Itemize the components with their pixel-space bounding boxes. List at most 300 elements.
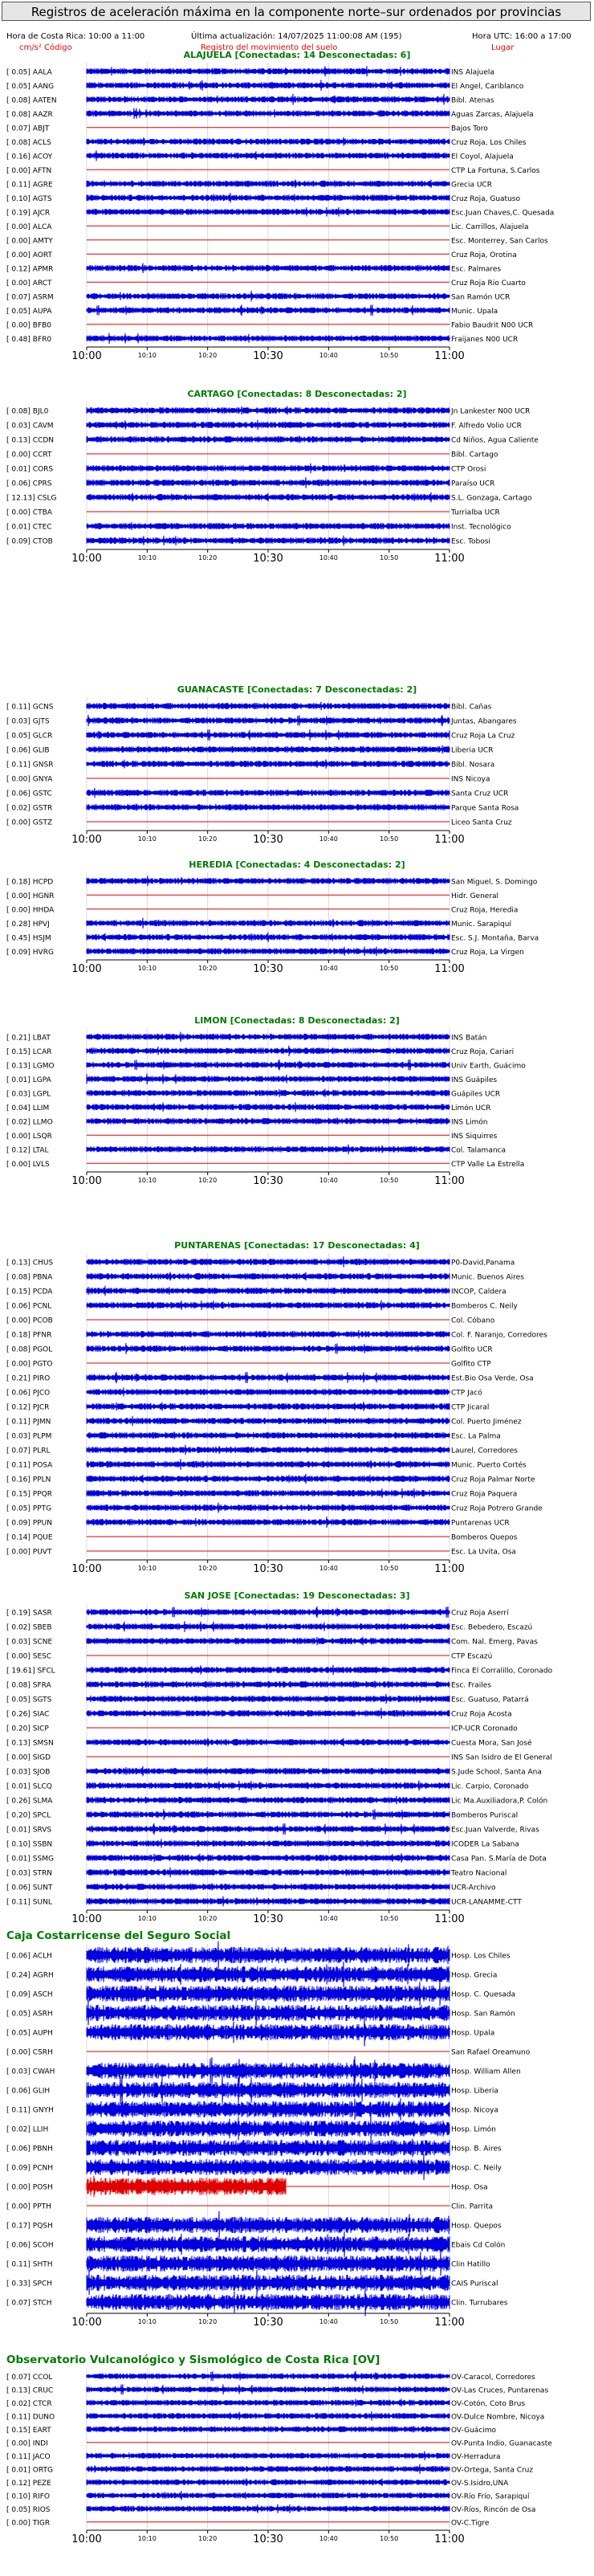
- axis-tick-label: 10:10: [137, 1915, 157, 1922]
- station-place-label: Golfito CTP: [451, 1360, 491, 1369]
- station-place-label: S.L. Gonzaga, Cartago: [451, 494, 532, 503]
- station-place-label: ICODER La Sabana: [451, 1840, 519, 1849]
- station-code-label: [ 0.00] PUVT: [6, 1548, 52, 1557]
- axis-tick-label: 11:00: [434, 553, 465, 565]
- axis-tick-label: 10:30: [253, 1563, 283, 1575]
- station-code-label: [ 19.61] SFCL: [6, 1667, 55, 1676]
- axis-tick-label: 10:00: [71, 1913, 102, 1925]
- station-place-label: UCR-Archivo: [451, 1884, 496, 1892]
- station-code-label: [ 0.07] ASRM: [6, 293, 54, 302]
- station-code-label: [ 0.05] GLCR: [6, 732, 53, 741]
- axis-tick-label: 10:40: [319, 352, 338, 359]
- station-code-label: [ 0.00] POSH: [6, 2183, 53, 2192]
- station-code-label: [ 0.01] ORTG: [6, 2466, 53, 2475]
- station-place-label: Esc. Bebedero, Escazú: [451, 1623, 533, 1632]
- station-place-label: Fraijanes N00 UCR: [451, 335, 519, 344]
- station-code-label: [ 0.06] SCOH: [6, 2241, 54, 2250]
- station-place-label: Bibl. Cartago: [451, 451, 498, 459]
- station-place-label: Hosp. Los Chiles: [451, 1952, 511, 1961]
- axis-tick-label: 10:30: [253, 834, 283, 846]
- station-place-label: Esc.Juan Valverde, Rivas: [451, 1826, 539, 1835]
- station-place-label: OV-Herradura: [451, 2452, 501, 2461]
- station-place-label: ICP-UCR Coronado: [451, 1725, 518, 1733]
- axis-tick-label: 10:10: [137, 554, 157, 561]
- station-trace: [87, 1681, 450, 1688]
- station-code-label: [ 0.01] SRVS: [6, 1826, 52, 1835]
- axis-tick-label: 11:00: [434, 2533, 465, 2545]
- station-code-label: [ 0.09] CTOB: [6, 537, 53, 546]
- station-place-label: Hosp. Upala: [451, 2029, 495, 2038]
- station-place-label: Santa Cruz UCR: [451, 790, 509, 798]
- station-place-label: Munic. Upala: [451, 307, 498, 316]
- station-code-label: [ 0.21] PIRO: [6, 1374, 51, 1383]
- group-5: [6, 1240, 547, 1575]
- section-title: Caja Costarricense del Seguro Social: [6, 1929, 231, 1942]
- axis-tick-label: 10:30: [253, 350, 283, 362]
- station-code-label: [ 0.08] BJL0: [6, 407, 49, 416]
- axis-tick-label: 10:50: [380, 554, 399, 561]
- section-title: Observatorio Vulcanológico y Sismológico de Costa Rica [OV]: [6, 2354, 380, 2366]
- station-code-label: [ 0.03] SCNE: [6, 1638, 53, 1647]
- station-code-label: [ 0.11] GCNS: [6, 703, 54, 712]
- station-code-label: [ 0.06] GLIH: [6, 2087, 51, 2096]
- station-place-label: Liberia UCR: [451, 746, 494, 755]
- station-trace: [87, 1432, 450, 1439]
- axis-tick-label: 10:30: [253, 963, 283, 975]
- station-code-label: [ 0.02] SBEB: [6, 1623, 52, 1632]
- station-place-label: Jn Lankester N00 UCR: [451, 407, 531, 416]
- station-code-label: [ 0.07] CCOL: [6, 2373, 53, 2382]
- station-code-label: [ 0.24] AGRH: [6, 1971, 54, 1980]
- axis-tick-label: 10:20: [198, 1565, 218, 1572]
- page-title: Registros de aceleración máxima en la componente norte–sur ordenados por provincias: [2, 2, 591, 21]
- station-code-label: [ 0.05] AUPH: [6, 2029, 53, 2038]
- station-code-label: [ 0.06] PBNH: [6, 2145, 53, 2153]
- station-code-label: [ 0.09] HVRG: [6, 948, 54, 957]
- station-place-label: Munic. Puerto Cortés: [451, 1461, 527, 1470]
- station-code-label: [ 0.11] POSA: [6, 1461, 53, 1470]
- station-place-label: P0-David,Panama: [451, 1259, 515, 1268]
- axis-tick-label: 10:40: [319, 835, 338, 843]
- station-place-label: Bomberos C. Neily: [451, 1302, 518, 1311]
- station-place-label: INS Guápiles: [451, 1076, 498, 1084]
- station-place-label: Est.Bio Osa Verde, Osa: [451, 1374, 534, 1383]
- axis-tick-label: 11:00: [434, 2317, 465, 2329]
- station-code-label: [ 0.06] CPRS: [6, 480, 52, 488]
- group-6: [6, 1590, 553, 1925]
- axis-tick-label: 10:30: [253, 2317, 283, 2329]
- group-0: [6, 50, 554, 362]
- station-place-label: Col. F. Naranjo, Corredores: [451, 1331, 547, 1340]
- station-code-label: [ 0.45] HSJM: [6, 934, 51, 943]
- group-title: ALAJUELA [Conectadas: 14 Desconectadas: 6]: [183, 50, 411, 60]
- station-code-label: [ 0.13] SMSN: [6, 1739, 54, 1748]
- station-code-label: [ 0.00] BFB0: [6, 321, 52, 330]
- axis-tick-label: 10:30: [253, 1913, 283, 1925]
- axis-tick-label: 11:00: [434, 350, 465, 362]
- station-code-label: [ 0.01] SSMG: [6, 1855, 54, 1864]
- station-place-label: OV-Cotón, Coto Brus: [451, 2399, 526, 2408]
- station-place-label: Esc. Monterrey, San Carlos: [451, 237, 548, 246]
- axis-tick-label: 10:00: [71, 2533, 102, 2545]
- group-4: [6, 1015, 526, 1187]
- station-code-label: [ 0.11] GNYH: [6, 2106, 54, 2115]
- axis-tick-label: 11:00: [434, 963, 465, 975]
- station-place-label: UCR-LANAMME-CTT: [451, 1898, 522, 1907]
- axis-tick-label: 10:30: [253, 553, 283, 565]
- group-title: GUANACASTE [Conectadas: 7 Desconectadas: 2]: [177, 684, 417, 695]
- station-place-label: Cruz Roja, Guatuso: [451, 194, 520, 203]
- station-code-label: [ 0.08] SFRA: [6, 1681, 51, 1690]
- station-code-label: [ 0.13] CRUC: [6, 2386, 54, 2395]
- station-place-label: Cruz Roja La Cruz: [451, 732, 515, 741]
- axis-tick-label: 10:50: [380, 2535, 399, 2542]
- station-code-label: [ 0.00] CTBA: [6, 508, 52, 517]
- station-code-label: [ 0.03] CWAH: [6, 2068, 55, 2076]
- station-place-label: Ebais Cd Colón: [451, 2241, 506, 2250]
- station-code-label: [ 0.11] DUNO: [6, 2413, 55, 2422]
- station-place-label: Lic. Carpio, Coronado: [451, 1782, 529, 1791]
- axis-tick-label: 10:50: [380, 1177, 399, 1184]
- axis-tick-label: 10:40: [319, 2535, 338, 2542]
- axis-tick-label: 10:10: [137, 2318, 157, 2325]
- station-place-label: Hosp. San Ramón: [451, 2010, 515, 2019]
- station-code-label: [ 0.07] STCH: [6, 2299, 52, 2308]
- axis-tick-label: 10:50: [380, 965, 399, 972]
- station-code-label: [ 0.13] CHUS: [6, 1259, 54, 1268]
- station-code-label: [ 0.05] AUPA: [6, 307, 52, 316]
- station-place-label: San Ramón UCR: [451, 293, 511, 302]
- station-place-label: Cruz Roja, La Virgen: [451, 948, 524, 957]
- group-1: [6, 389, 539, 565]
- axis-tick-label: 10:20: [198, 2535, 218, 2542]
- axis-tick-label: 10:10: [137, 965, 157, 972]
- station-place-label: Cruz Roja Acosta: [451, 1710, 512, 1719]
- utc-time-label: Hora UTC: 16:00 a 17:00: [472, 32, 572, 41]
- station-place-label: INS Siquirres: [451, 1132, 498, 1141]
- axis-tick-label: 10:10: [137, 2535, 157, 2542]
- station-place-label: Munic. Buenos Aires: [451, 1273, 524, 1282]
- station-code-label: [ 0.11] SUNL: [6, 1898, 52, 1907]
- station-place-label: Esc. Palmares: [451, 265, 502, 274]
- station-place-label: INCOP, Caldera: [451, 1288, 507, 1296]
- station-code-label: [ 0.20] SICP: [6, 1725, 49, 1733]
- axis-tick-label: 10:20: [198, 1177, 218, 1184]
- station-place-label: Esc. La Palma: [451, 1432, 501, 1441]
- group-8: [6, 2354, 552, 2545]
- station-place-label: El Coyol, Alajuela: [451, 153, 514, 161]
- station-code-label: [ 0.03] PLPM: [6, 1432, 52, 1441]
- station-place-label: CTP Jicaral: [451, 1403, 490, 1412]
- station-code-label: [ 0.00] GSTZ: [6, 819, 53, 827]
- station-code-label: [ 0.11] GNSR: [6, 761, 54, 770]
- station-code-label: [ 0.11] SHTH: [6, 2260, 53, 2269]
- station-place-label: Finca El Corralillo, Coronado: [451, 1667, 553, 1676]
- station-code-label: [ 0.01] CORS: [6, 465, 54, 474]
- axis-tick-label: 10:00: [71, 1563, 102, 1575]
- axis-tick-label: 10:10: [137, 352, 157, 359]
- axis-tick-label: 10:50: [380, 835, 399, 843]
- axis-tick-label: 10:00: [71, 553, 102, 565]
- station-code-label: [ 0.05] AALA: [6, 68, 52, 77]
- station-place-label: CTP Jacó: [451, 1389, 482, 1398]
- station-code-label: [ 0.00] LVLS: [6, 1160, 50, 1169]
- station-place-label: Esc. Frailes: [451, 1681, 492, 1690]
- axis-tick-label: 10:20: [198, 965, 218, 972]
- station-code-label: [ 0.10] RIFO: [6, 2492, 50, 2501]
- station-place-label: Univ Earth, Guácimo: [451, 1062, 526, 1071]
- station-place-label: Col. Cóbano: [451, 1317, 495, 1325]
- station-place-label: OV-Río Frío, Sarapiquí: [451, 2492, 530, 2501]
- station-code-label: [ 0.15] PPQR: [6, 1490, 52, 1499]
- station-code-label: [ 0.11] PJMN: [6, 1418, 51, 1427]
- station-code-label: [ 0.12] PJCR: [6, 1403, 50, 1412]
- station-place-label: OV-Punta Indio, Guanacaste: [451, 2439, 552, 2448]
- station-place-label: CAIS Puriscal: [451, 2280, 498, 2288]
- station-place-label: OV-S.Isidro,UNA: [451, 2479, 509, 2488]
- station-code-label: [ 0.28] HPVJ: [6, 920, 50, 929]
- station-code-label: [ 0.00] AFTN: [6, 166, 52, 175]
- axis-tick-label: 10:30: [253, 2533, 283, 2545]
- axis-tick-label: 11:00: [434, 834, 465, 846]
- station-place-label: Col. Talamanca: [451, 1146, 507, 1155]
- station-place-label: INS Alajuela: [451, 68, 494, 77]
- station-code-label: [ 0.07] ABJT: [6, 125, 50, 133]
- station-code-label: [ 0.00] CSRH: [6, 2048, 53, 2057]
- station-place-label: OV-Guácimo: [451, 2426, 497, 2435]
- station-code-label: [ 0.48] BFR0: [6, 335, 52, 344]
- station-code-label: [ 0.05] AANG: [6, 82, 55, 91]
- station-place-label: CTP Valle La Estrella: [451, 1160, 525, 1169]
- station-place-label: Com. Nal. Emerg, Pavas: [451, 1638, 538, 1647]
- station-code-label: [ 0.03] GJTS: [6, 717, 50, 726]
- station-place-label: Guápiles UCR: [451, 1090, 501, 1099]
- station-code-label: [ 0.05] SGTS: [6, 1696, 52, 1704]
- station-code-label: [ 0.15] LCAR: [6, 1047, 52, 1056]
- station-code-label: [ 0.16] ACOY: [6, 153, 53, 161]
- station-place-label: Bibl. Cañas: [451, 703, 492, 712]
- station-code-label: [ 0.02] LLMO: [6, 1118, 53, 1127]
- station-place-label: Cuesta Mora, San José: [451, 1739, 532, 1748]
- station-trace: [87, 492, 450, 503]
- station-code-label: [ 0.01] CTEC: [6, 523, 52, 532]
- station-place-label: INS San Isidro de El General: [451, 1753, 552, 1762]
- station-code-label: [ 0.05] PPTG: [6, 1504, 52, 1513]
- station-code-label: [ 0.09] ASCH: [6, 1990, 53, 1999]
- axis-tick-label: 10:20: [198, 835, 218, 843]
- station-code-label: [ 0.15] EART: [6, 2426, 51, 2435]
- station-code-label: [ 0.00] SESC: [6, 1652, 52, 1661]
- station-place-label: Hosp. Limón: [451, 2125, 496, 2134]
- station-code-label: [ 0.08] PBNA: [6, 1273, 53, 1282]
- station-place-label: INS Nicoya: [451, 775, 490, 784]
- axis-tick-label: 10:00: [71, 350, 102, 362]
- axis-tick-label: 10:30: [253, 1175, 283, 1187]
- station-code-label: [ 0.00] AMTY: [6, 237, 53, 246]
- axis-tick-label: 10:50: [380, 1565, 399, 1572]
- station-code-label: [ 0.00] CCRT: [6, 451, 52, 459]
- station-code-label: [ 0.04] LLIM: [6, 1104, 50, 1112]
- unit-code-header: cm/s² Código: [19, 43, 72, 52]
- station-code-label: [ 0.13] LGMO: [6, 1062, 55, 1071]
- axis-tick-label: 10:50: [380, 352, 399, 359]
- station-code-label: [ 0.00] GNYA: [6, 775, 53, 784]
- group-2: [6, 684, 519, 846]
- station-code-label: [ 0.00] HHDA: [6, 906, 55, 915]
- station-place-label: Hosp. William Allen: [451, 2068, 521, 2076]
- station-code-label: [ 0.17] PQSH: [6, 2222, 53, 2231]
- station-code-label: [ 0.02] LLIH: [6, 2125, 49, 2134]
- station-code-label: [ 0.03] CAVM: [6, 422, 54, 431]
- station-place-label: Cruz Roja Potrero Grande: [451, 1504, 543, 1513]
- station-code-label: [ 0.11] JACO: [6, 2452, 51, 2461]
- station-code-label: [ 0.00] ALCA: [6, 222, 52, 231]
- station-code-label: [ 0.00] SIGD: [6, 1753, 51, 1762]
- station-place-label: OV-Dulce Nombre, Nicoya: [451, 2413, 545, 2422]
- station-code-label: [ 0.06] GLIB: [6, 746, 50, 755]
- station-code-label: [ 0.00] INDI: [6, 2439, 48, 2448]
- station-trace: [87, 1117, 450, 1125]
- group-7: [6, 1929, 531, 2329]
- station-place-label: Hosp. Liberia: [451, 2087, 498, 2096]
- last-update-label: Última actualización: 14/07/2025 11:00:08 AM (195): [191, 32, 402, 41]
- station-place-label: OV-Caracol, Corredores: [451, 2373, 535, 2382]
- axis-tick-label: 10:00: [71, 834, 102, 846]
- station-code-label: [ 0.00] HGNR: [6, 892, 55, 900]
- axis-tick-label: 10:20: [198, 1915, 218, 1922]
- station-code-label: [ 0.08] ACLS: [6, 138, 51, 147]
- station-place-label: Esc.Juan Chaves,C. Quesada: [451, 209, 555, 218]
- station-code-label: [ 0.33] SPCH: [6, 2280, 52, 2288]
- axis-tick-label: 10:40: [319, 2318, 338, 2325]
- group-title: HEREDIA [Conectadas: 4 Desconectadas: 2]: [189, 859, 405, 870]
- station-place-label: S.Jude School, Santa Ana: [451, 1768, 542, 1777]
- station-code-label: [ 0.00] PPTH: [6, 2202, 51, 2211]
- station-place-label: Hosp. C. Quesada: [451, 1990, 516, 1999]
- station-code-label: [ 0.01] LGPA: [6, 1076, 51, 1084]
- station-code-label: [ 0.00] AORT: [6, 251, 52, 259]
- station-place-label: F. Alfredo Volio UCR: [451, 422, 522, 431]
- station-place-label: Esc. Tobosi: [451, 537, 490, 546]
- axis-tick-label: 10:50: [380, 2318, 399, 2325]
- axis-tick-label: 10:40: [319, 965, 338, 972]
- station-place-label: Hosp. B. Aires: [451, 2145, 502, 2153]
- station-place-label: Hosp. Grecia: [451, 1971, 498, 1980]
- station-code-label: [ 0.03] STRN: [6, 1869, 52, 1878]
- station-place-label: Casa Pan. S.María de Dota: [451, 1855, 547, 1864]
- station-code-label: [ 0.08] PGOL: [6, 1345, 53, 1354]
- station-place-label: Fabio Baudrit N00 UCR: [451, 321, 534, 330]
- axis-tick-label: 10:20: [198, 2318, 218, 2325]
- station-code-label: [ 0.26] SIAC: [6, 1710, 50, 1719]
- station-code-label: [ 0.21] LBAT: [6, 1034, 51, 1043]
- station-code-label: [ 0.06] SUNT: [6, 1884, 53, 1892]
- station-place-label: OV-Las Cruces, Puntarenas: [451, 2386, 549, 2395]
- station-code-label: [ 12.13] CSLG: [6, 494, 57, 503]
- station-code-label: [ 0.00] ARCT: [6, 279, 52, 288]
- station-place-label: Parque Santa Rosa: [451, 804, 519, 813]
- station-code-label: [ 0.12] LTAL: [6, 1146, 49, 1155]
- station-place-label: Cruz Roja Rio Cuarto: [451, 279, 526, 288]
- axis-tick-label: 10:10: [137, 1565, 157, 1572]
- station-place-label: Bibl. Atenas: [451, 96, 494, 105]
- station-place-label: INS Limón: [451, 1118, 488, 1127]
- group-3: [6, 859, 539, 975]
- station-place-label: Cruz Roja, Los Chiles: [451, 138, 527, 147]
- axis-tick-label: 10:00: [71, 963, 102, 975]
- axis-tick-label: 10:40: [319, 554, 338, 561]
- station-code-label: [ 0.00] PCOB: [6, 1317, 53, 1325]
- station-place-label: Cruz Roja Aserrí: [451, 1609, 509, 1618]
- station-place-label: Cruz Roja, Heredia: [451, 906, 519, 915]
- station-code-label: [ 0.06] PJCO: [6, 1389, 51, 1398]
- station-code-label: [ 0.00] PGTO: [6, 1360, 53, 1369]
- station-code-label: [ 0.05] ASRH: [6, 2010, 53, 2019]
- station-place-label: Bajos Toro: [451, 125, 488, 133]
- station-place-label: Cruz Roja, Cariari: [451, 1047, 515, 1056]
- axis-tick-label: 10:50: [380, 1915, 399, 1922]
- station-place-label: Grecia UCR: [451, 181, 492, 190]
- station-place-label: San Miguel, S. Domingo: [451, 878, 538, 887]
- station-place-label: Clin. Turrubares: [451, 2299, 508, 2308]
- station-code-label: [ 0.06] PCNL: [6, 1302, 52, 1311]
- station-code-label: [ 0.11] AGRE: [6, 181, 53, 190]
- station-code-label: [ 0.09] PCNH: [6, 2164, 53, 2173]
- axis-tick-label: 11:00: [434, 1563, 465, 1575]
- station-place-label: Col. Puerto Jiménez: [451, 1418, 522, 1427]
- station-place-label: INS Batán: [451, 1034, 487, 1043]
- axis-tick-label: 10:10: [137, 835, 157, 843]
- station-code-label: [ 0.12] PEZE: [6, 2479, 51, 2488]
- axis-tick-label: 10:00: [71, 1175, 102, 1187]
- station-place-label: Hosp. Nicoya: [451, 2106, 498, 2115]
- station-place-label: Clin. Parrita: [451, 2202, 494, 2211]
- station-place-label: Aguas Zarcas, Alajuela: [451, 110, 534, 119]
- station-place-label: Juntas, Abangares: [451, 717, 517, 726]
- station-code-label: [ 0.10] AGTS: [6, 194, 52, 203]
- group-title: CARTAGO [Conectadas: 8 Desconectadas: 2]: [187, 389, 407, 399]
- motion-header: Registro del movimiento del suelo: [201, 43, 338, 52]
- station-trace: [87, 933, 450, 942]
- station-trace: [87, 180, 450, 189]
- place-header: Lugar: [491, 43, 515, 52]
- station-place-label: Cd Niños, Agua Caliente: [451, 436, 539, 445]
- station-place-label: Esc. La Uvita, Osa: [451, 1548, 516, 1557]
- station-place-label: OV-Ortega, Santa Cruz: [451, 2466, 534, 2475]
- station-place-label: Teatro Nacional: [451, 1869, 507, 1878]
- station-place-label: CTP La Fortuna, S.Carlos: [451, 166, 540, 175]
- station-place-label: Paraíso UCR: [451, 480, 495, 488]
- station-code-label: [ 0.12] APMR: [6, 265, 54, 274]
- axis-tick-label: 10:40: [319, 1177, 338, 1184]
- group-title: PUNTARENAS [Conectadas: 17 Desconectadas: 4]: [174, 1240, 420, 1251]
- station-code-label: [ 0.00] TIGR: [6, 2519, 51, 2528]
- station-place-label: Laurel, Corredores: [451, 1447, 518, 1455]
- station-place-label: Limón UCR: [451, 1104, 491, 1112]
- station-place-label: OV-Ríos, Rincón de Osa: [451, 2505, 536, 2514]
- station-place-label: Clin Hatillo: [451, 2260, 490, 2269]
- station-place-label: CTP Orosi: [451, 465, 486, 474]
- station-place-label: Esc. Guatuso, Patarrá: [451, 1696, 529, 1704]
- axis-tick-label: 10:00: [71, 2317, 102, 2329]
- station-code-label: [ 0.03] LGPL: [6, 1090, 51, 1099]
- station-place-label: Cruz Roja Palmar Norte: [451, 1476, 535, 1484]
- station-code-label: [ 0.03] SJOB: [6, 1768, 51, 1777]
- station-place-label: Hosp. Quepos: [451, 2222, 502, 2231]
- station-place-label: Bomberos Quepos: [451, 1533, 518, 1542]
- axis-tick-label: 11:00: [434, 1913, 465, 1925]
- station-code-label: [ 0.07] PLRL: [6, 1447, 51, 1455]
